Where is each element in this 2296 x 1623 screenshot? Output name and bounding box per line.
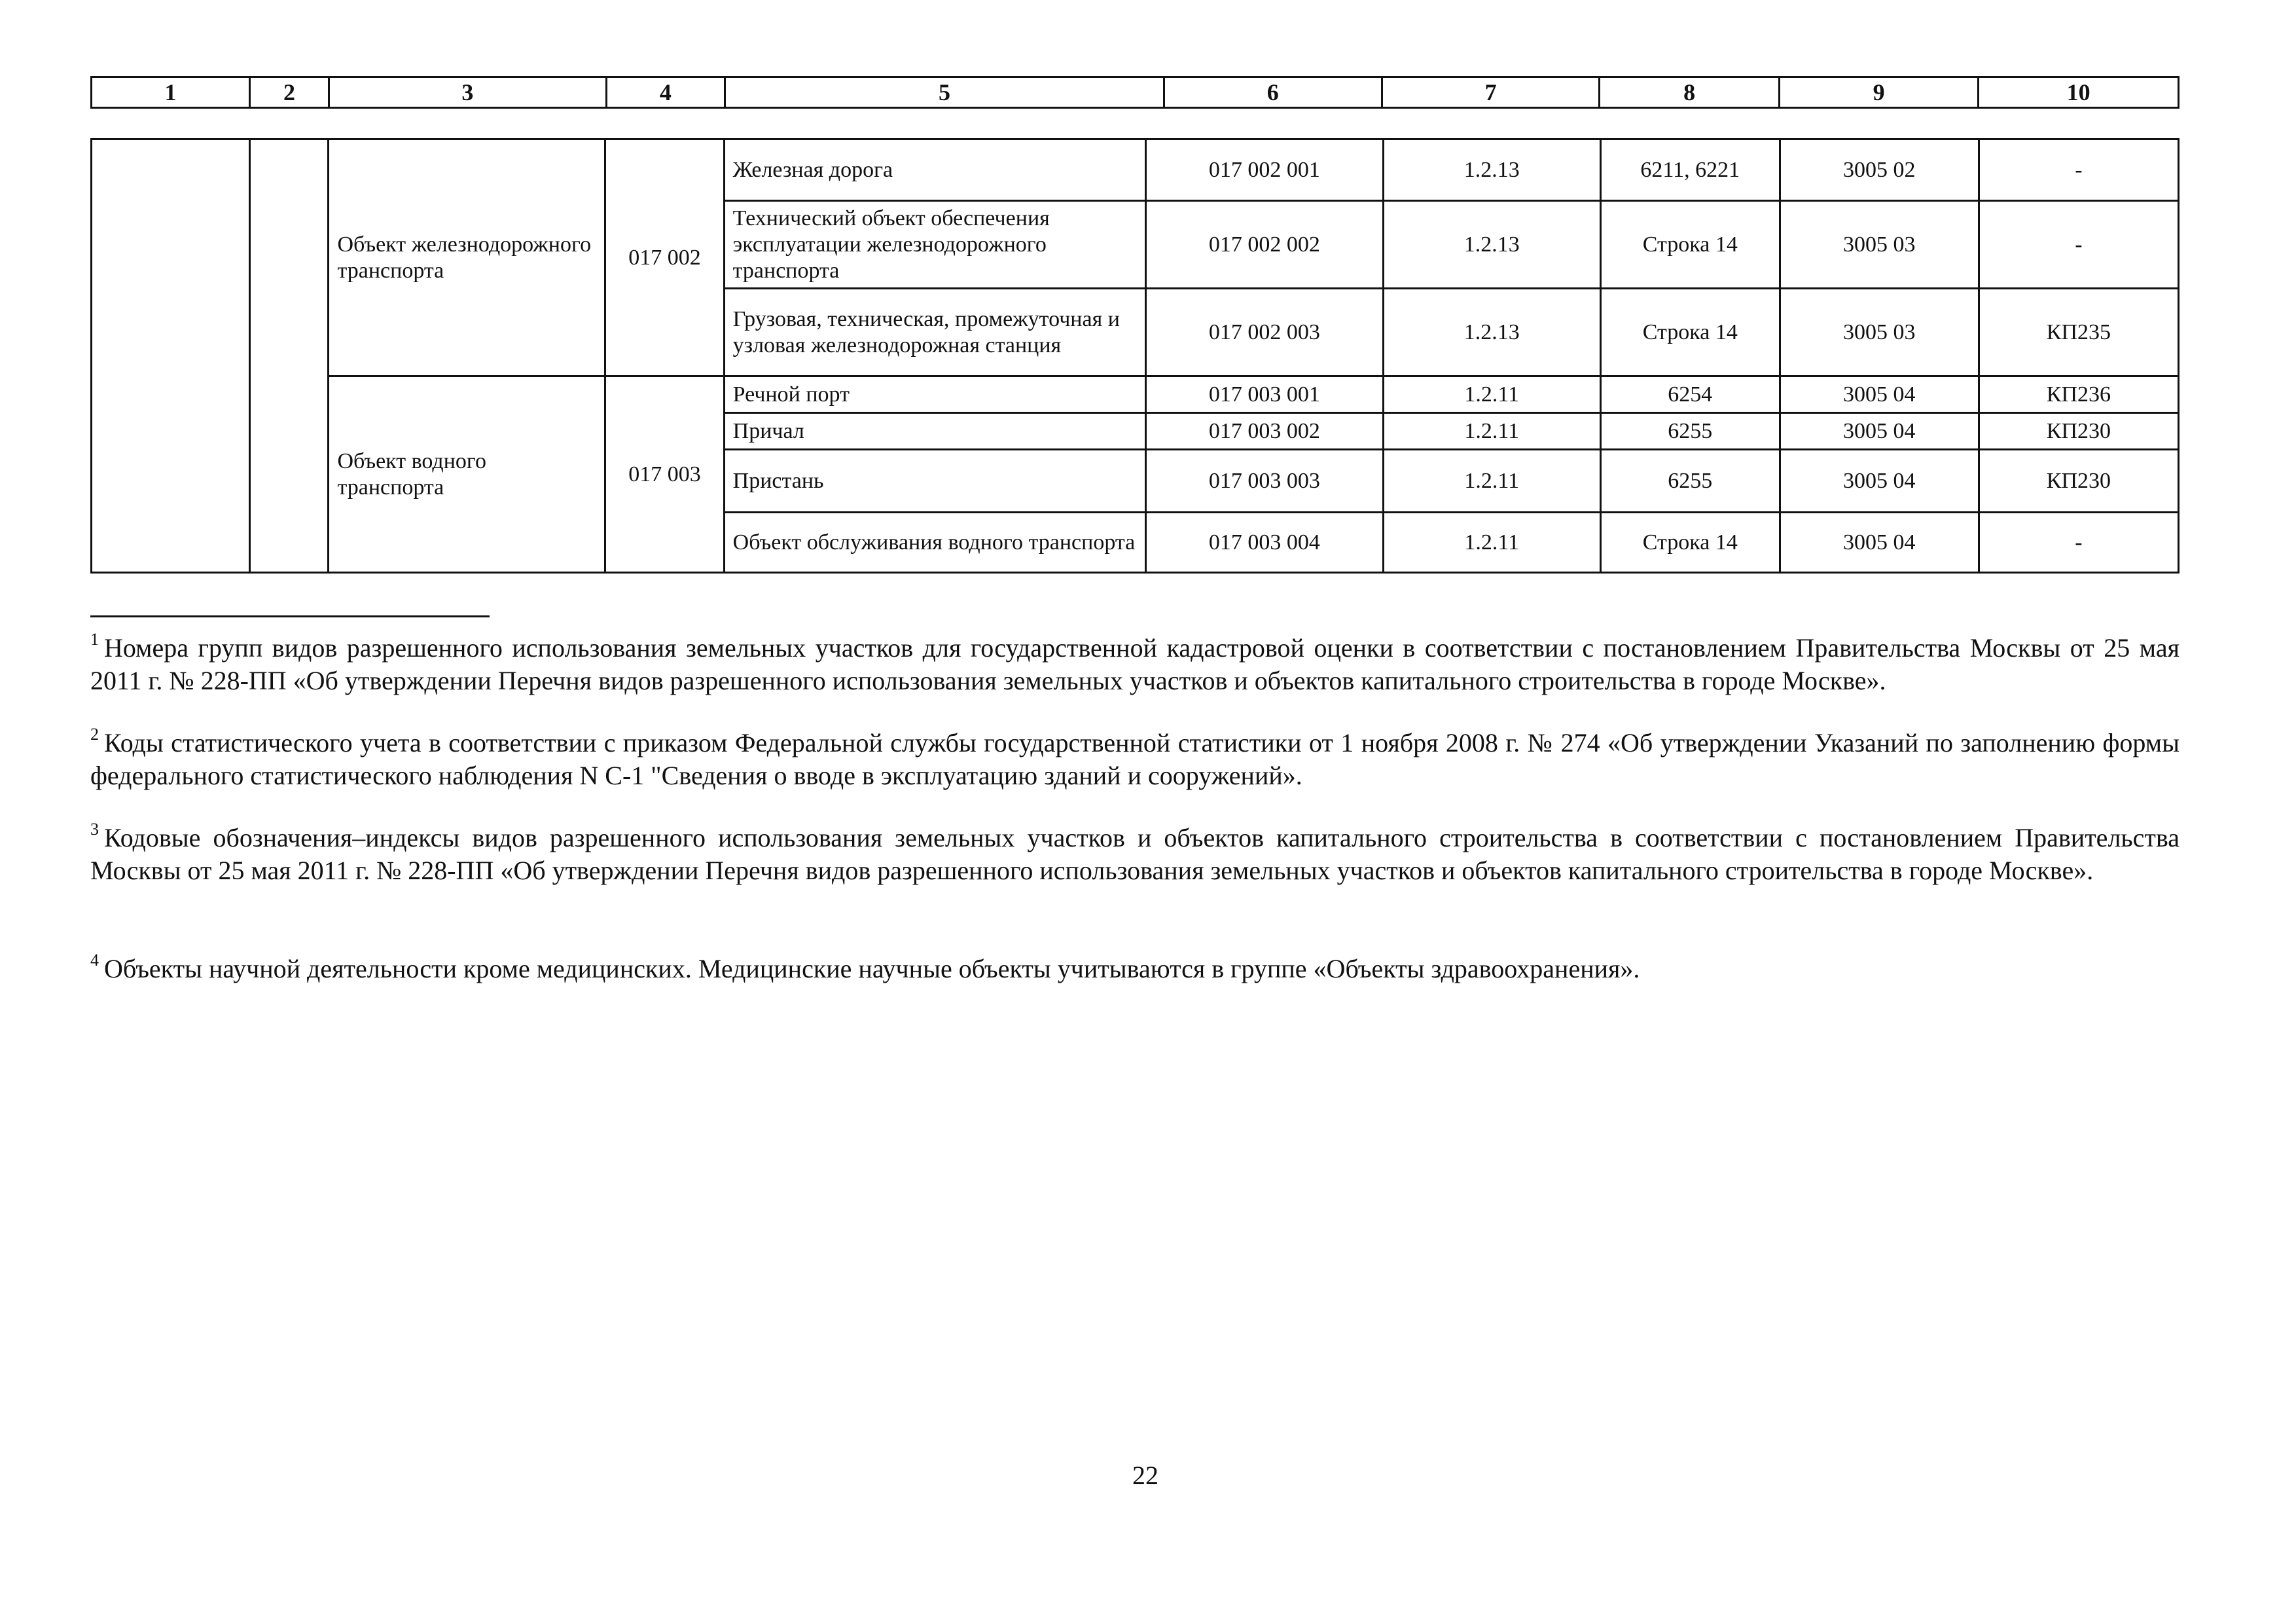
table-row <box>92 376 2179 413</box>
use-code-cell: 017 002 002 <box>1146 201 1384 289</box>
use-type-cell: Пристань <box>724 450 1145 513</box>
footnote-text: Номера групп видов разрешенного использования земельных участков для государственной кадастровой оценки в соответствии с постановлением Правительства Москвы от 25 мая 2011 г. № 228-ПП «Об утверждении Перечня видов разрешенного использования земельных участков и объектов капитального строительства в городе Москве». <box>90 633 2179 695</box>
land-use-table <box>90 138 2179 574</box>
use-type-cell: Технический объект обеспечения эксплуатации железнодорожного транспорта <box>724 201 1145 289</box>
index-cell: 3005 02 <box>1780 139 1979 201</box>
use-type-cell: Грузовая, техническая, промежуточная и узловая железнодорожная станция <box>724 289 1145 376</box>
group-number-cell: 1.2.13 <box>1383 201 1600 289</box>
footnote-text: Кодовые обозначения–индексы видов разрешенного использования земельных участков и объектов капитального строительства в соответствии с постановлением Правительства Москвы от 25 мая 2011 г. № 228-ПП «Об утверждении Перечня видов разрешенного использования земельных участков и объектов капитального строительства в городе Москве». <box>90 823 2179 885</box>
use-code-cell: 017 003 001 <box>1146 376 1384 413</box>
stat-code-cell: 6255 <box>1600 450 1780 513</box>
footnote <box>90 819 2179 887</box>
column-number-row <box>92 77 2179 108</box>
column-number: 1 <box>92 77 250 108</box>
stat-code-cell: Строка 14 <box>1600 513 1780 573</box>
column-number: 5 <box>725 77 1164 108</box>
footnote-mark: 1 <box>90 629 99 649</box>
use-code-cell: 017 002 003 <box>1146 289 1384 376</box>
index-cell: 3005 04 <box>1780 513 1979 573</box>
use-type-cell: Железная дорога <box>724 139 1145 201</box>
group-code-cell: 017 003 <box>605 376 724 573</box>
footnote-mark: 4 <box>90 950 99 970</box>
footnote-mark: 2 <box>90 724 99 744</box>
use-code-cell: 017 003 002 <box>1146 413 1384 450</box>
footnote-text: Коды статистического учета в соответствии с приказом Федеральной службы государственной статистики от 1 ноября 2008 г. № 274 «Об утверждении Указаний по заполнению формы федерального статистического наблюдения N С-1 "Сведения о вводе в эксплуатацию зданий и сооружений». <box>90 728 2179 790</box>
use-code-cell: 017 003 004 <box>1146 513 1384 573</box>
column-number: 4 <box>606 77 725 108</box>
col1-cell <box>92 139 250 573</box>
column-number: 10 <box>1979 77 2179 108</box>
kp-cell: - <box>1979 201 2178 289</box>
kp-cell: - <box>1979 139 2178 201</box>
table-row <box>92 139 2179 201</box>
footnote <box>90 724 2179 792</box>
stat-code-cell: 6211, 6221 <box>1600 139 1780 201</box>
column-number: 9 <box>1779 77 1979 108</box>
footnote <box>90 629 2179 697</box>
group-number-cell: 1.2.11 <box>1383 376 1600 413</box>
column-number: 7 <box>1382 77 1600 108</box>
use-type-cell: Речной порт <box>724 376 1145 413</box>
use-code-cell: 017 002 001 <box>1146 139 1384 201</box>
group-number-cell: 1.2.11 <box>1383 513 1600 573</box>
use-type-cell: Объект обслуживания водного транспорта <box>724 513 1145 573</box>
group-name-cell: Объект водного транспорта <box>329 376 605 573</box>
kp-cell: КП236 <box>1979 376 2178 413</box>
stat-code-cell: Строка 14 <box>1600 289 1780 376</box>
footnote-separator <box>90 615 490 617</box>
kp-cell: КП235 <box>1979 289 2178 376</box>
index-cell: 3005 04 <box>1780 376 1979 413</box>
use-code-cell: 017 003 003 <box>1146 450 1384 513</box>
stat-code-cell: Строка 14 <box>1600 201 1780 289</box>
kp-cell: - <box>1979 513 2178 573</box>
group-number-cell: 1.2.13 <box>1383 289 1600 376</box>
group-number-cell: 1.2.11 <box>1383 413 1600 450</box>
index-cell: 3005 04 <box>1780 413 1979 450</box>
kp-cell: КП230 <box>1979 450 2178 513</box>
column-number: 2 <box>250 77 329 108</box>
group-number-cell: 1.2.13 <box>1383 139 1600 201</box>
use-type-cell: Причал <box>724 413 1145 450</box>
index-cell: 3005 03 <box>1780 289 1979 376</box>
column-number: 8 <box>1600 77 1779 108</box>
index-cell: 3005 03 <box>1780 201 1979 289</box>
column-number: 6 <box>1164 77 1382 108</box>
column-number: 3 <box>329 77 607 108</box>
footnote-text: Объекты научной деятельности кроме медицинских. Медицинские научные объекты учитываются в группе «Объекты здравоохранения». <box>104 954 1640 983</box>
footnote <box>90 950 2179 985</box>
group-name-cell: Объект железнодорожного транспорта <box>329 139 605 376</box>
group-code-cell: 017 002 <box>605 139 724 376</box>
column-number-header <box>90 76 2179 109</box>
kp-cell: КП230 <box>1979 413 2178 450</box>
stat-code-cell: 6254 <box>1600 376 1780 413</box>
col2-cell <box>249 139 329 573</box>
footnote-mark: 3 <box>90 819 99 839</box>
index-cell: 3005 04 <box>1780 450 1979 513</box>
stat-code-cell: 6255 <box>1600 413 1780 450</box>
page-number: 22 <box>1132 1461 1158 1490</box>
group-number-cell: 1.2.11 <box>1383 450 1600 513</box>
